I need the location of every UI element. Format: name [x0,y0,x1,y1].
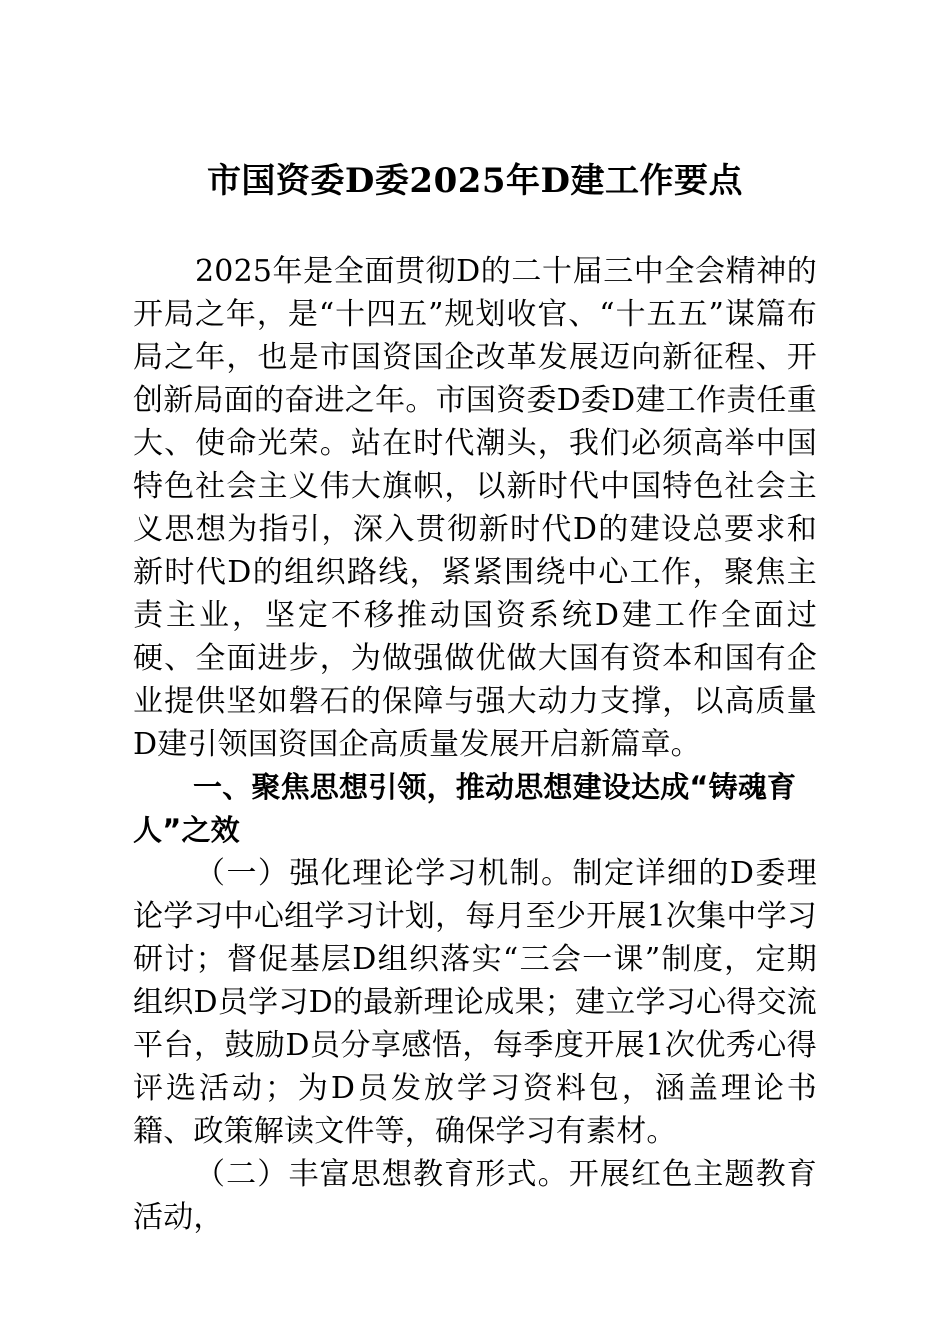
document-body [133,250,817,1239]
subsection-two-paragraph: （二）丰富思想教育形式。开展红色主题教育活动， [133,1157,817,1235]
subsection-one-paragraph: （一）强化理论学习机制。制定详细的D委理论学习中心组学习计划，每月至少开展1次集中学习研讨；督促基层D组织落实“三会一课”制度，定期组织D员学习D的最新理论成果；建立学习心得交流平台，鼓励D员分享感悟，每季度开展1次优秀心得评选活动；为D员发放学习资料包，涵盖理论书籍、政策解读文件等，确保学习有素材。 [133,856,817,1149]
intro-paragraph: 2025年是全面贯彻D的二十届三中全会精神的开局之年，是“十四五”规划收官、“十五五”谋篇布局之年，也是市国资国企改革发展迈向新征程、开创新局面的奋进之年。市国资委D委D建工作责任重大、使命光荣。站在时代潮头，我们必须高举中国特色社会主义伟大旗帜，以新时代中国特色社会主义思想为指引，深入贯彻新时代D的建设总要求和新时代D的组织路线，紧紧围绕中心工作，聚焦主责主业，坚定不移推动国资系统D建工作全面过硬、全面进步，为做强做优做大国有资本和国有企业提供坚如磐石的保障与强大动力支撑，以高质量D建引领国资国企高质量发展开启新篇章。 [133,254,817,762]
section-heading-one: 一、聚焦思想引领，推动思想建设达成“铸魂育人”之效 [133,770,797,847]
page-title: 市国资委D委2025年D建工作要点 [206,161,744,201]
